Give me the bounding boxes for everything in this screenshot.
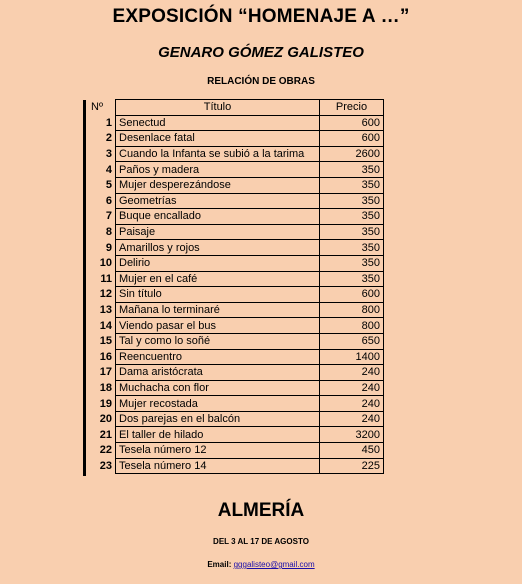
header-price: Precio xyxy=(320,100,384,116)
table-row xyxy=(88,427,384,443)
work-number: 17 xyxy=(99,366,112,379)
work-title: El taller de hilado xyxy=(116,427,320,443)
work-title: Mujer en el café xyxy=(116,271,320,287)
work-number: 12 xyxy=(99,288,112,301)
table-row xyxy=(88,443,384,459)
email-label: Email: xyxy=(207,560,232,569)
work-number: 5 xyxy=(105,179,112,192)
work-number: 7 xyxy=(105,210,112,223)
work-number: 8 xyxy=(105,226,112,239)
left-rule xyxy=(83,100,86,476)
work-title: Muchacha con flor xyxy=(116,380,320,396)
work-price: 350 xyxy=(320,209,384,225)
work-price: 800 xyxy=(320,318,384,334)
table-row xyxy=(88,115,384,131)
work-price: 350 xyxy=(320,177,384,193)
work-title: Paños y madera xyxy=(116,162,320,178)
work-title: Senectud xyxy=(116,115,320,131)
work-price: 450 xyxy=(320,443,384,459)
work-price: 350 xyxy=(320,240,384,256)
table-row xyxy=(88,333,384,349)
header-number: Nº xyxy=(91,101,103,114)
header-title: Título xyxy=(116,100,320,116)
city-name: ALMERÍA xyxy=(217,500,305,521)
work-title: Mujer desperezándose xyxy=(116,177,320,193)
works-table-body xyxy=(88,115,384,474)
work-title: Desenlace fatal xyxy=(116,131,320,147)
contact-email xyxy=(0,560,522,569)
table-row xyxy=(88,302,384,318)
work-number: 21 xyxy=(99,428,112,441)
work-number: 1 xyxy=(105,116,112,129)
work-title: Buque encallado xyxy=(116,209,320,225)
table-row xyxy=(88,177,384,193)
table-row xyxy=(88,255,384,271)
work-number: 22 xyxy=(99,444,112,457)
exhibition-title: EXPOSICIÓN “HOMENAJE A …” xyxy=(112,6,410,27)
work-number: 16 xyxy=(99,350,112,363)
table-row xyxy=(88,271,384,287)
work-number: 20 xyxy=(99,413,112,426)
table-row xyxy=(88,209,384,225)
work-title: Dama aristócrata xyxy=(116,365,320,381)
email-link[interactable]: gggalisteo@gmail.com xyxy=(233,560,315,569)
work-number: 23 xyxy=(99,459,112,472)
work-price: 240 xyxy=(320,365,384,381)
table-row xyxy=(88,458,384,474)
work-title: Viendo pasar el bus xyxy=(116,318,320,334)
work-price: 350 xyxy=(320,255,384,271)
work-title: Amarillos y rojos xyxy=(116,240,320,256)
table-row xyxy=(88,318,384,334)
work-number: 4 xyxy=(105,163,112,176)
table-row xyxy=(88,287,384,303)
artist-name: GENARO GÓMEZ GALISTEO xyxy=(158,44,364,61)
work-price: 350 xyxy=(320,224,384,240)
table-row xyxy=(88,380,384,396)
table-row xyxy=(88,193,384,209)
work-number: 11 xyxy=(100,272,112,285)
work-price: 800 xyxy=(320,302,384,318)
work-title: Geometrías xyxy=(116,193,320,209)
work-title: Mujer recostada xyxy=(116,396,320,412)
work-number: 18 xyxy=(99,381,112,394)
work-price: 3200 xyxy=(320,427,384,443)
works-table xyxy=(88,99,384,474)
work-title: Dos parejas en el balcón xyxy=(116,411,320,427)
work-price: 240 xyxy=(320,396,384,412)
table-row xyxy=(88,224,384,240)
work-number: 19 xyxy=(99,397,112,410)
work-title: Sin título xyxy=(116,287,320,303)
work-number: 6 xyxy=(105,194,112,207)
table-row xyxy=(88,131,384,147)
work-price: 600 xyxy=(320,115,384,131)
work-number: 14 xyxy=(99,319,112,332)
work-number: 9 xyxy=(105,241,112,254)
work-title: Reencuentro xyxy=(116,349,320,365)
table-row xyxy=(88,146,384,162)
table-row xyxy=(88,349,384,365)
work-price: 350 xyxy=(320,162,384,178)
work-title: Mañana lo terminaré xyxy=(116,302,320,318)
work-price: 2600 xyxy=(320,146,384,162)
work-price: 350 xyxy=(320,193,384,209)
table-row xyxy=(88,365,384,381)
work-title: Tesela número 14 xyxy=(116,458,320,474)
work-price: 240 xyxy=(320,380,384,396)
work-title: Paisaje xyxy=(116,224,320,240)
work-number: 2 xyxy=(105,132,112,145)
work-price: 240 xyxy=(320,411,384,427)
work-number: 3 xyxy=(105,148,112,161)
table-row xyxy=(88,396,384,412)
works-list-heading: RELACIÓN DE OBRAS xyxy=(207,76,315,87)
table-row xyxy=(88,411,384,427)
work-number: 13 xyxy=(99,304,112,317)
work-title: Cuando la Infanta se subió a la tarima xyxy=(116,146,320,162)
table-row xyxy=(88,240,384,256)
work-price: 225 xyxy=(320,458,384,474)
work-title: Tesela número 12 xyxy=(116,443,320,459)
work-price: 1400 xyxy=(320,349,384,365)
work-price: 650 xyxy=(320,333,384,349)
work-price: 600 xyxy=(320,287,384,303)
work-number: 15 xyxy=(99,335,112,348)
work-number: 10 xyxy=(99,257,112,270)
table-row xyxy=(88,162,384,178)
exhibition-dates: DEL 3 AL 17 DE AGOSTO xyxy=(213,537,309,546)
work-title: Delirio xyxy=(116,255,320,271)
work-title: Tal y como lo soñé xyxy=(116,333,320,349)
table-header-row xyxy=(88,100,384,116)
work-price: 600 xyxy=(320,131,384,147)
work-price: 350 xyxy=(320,271,384,287)
